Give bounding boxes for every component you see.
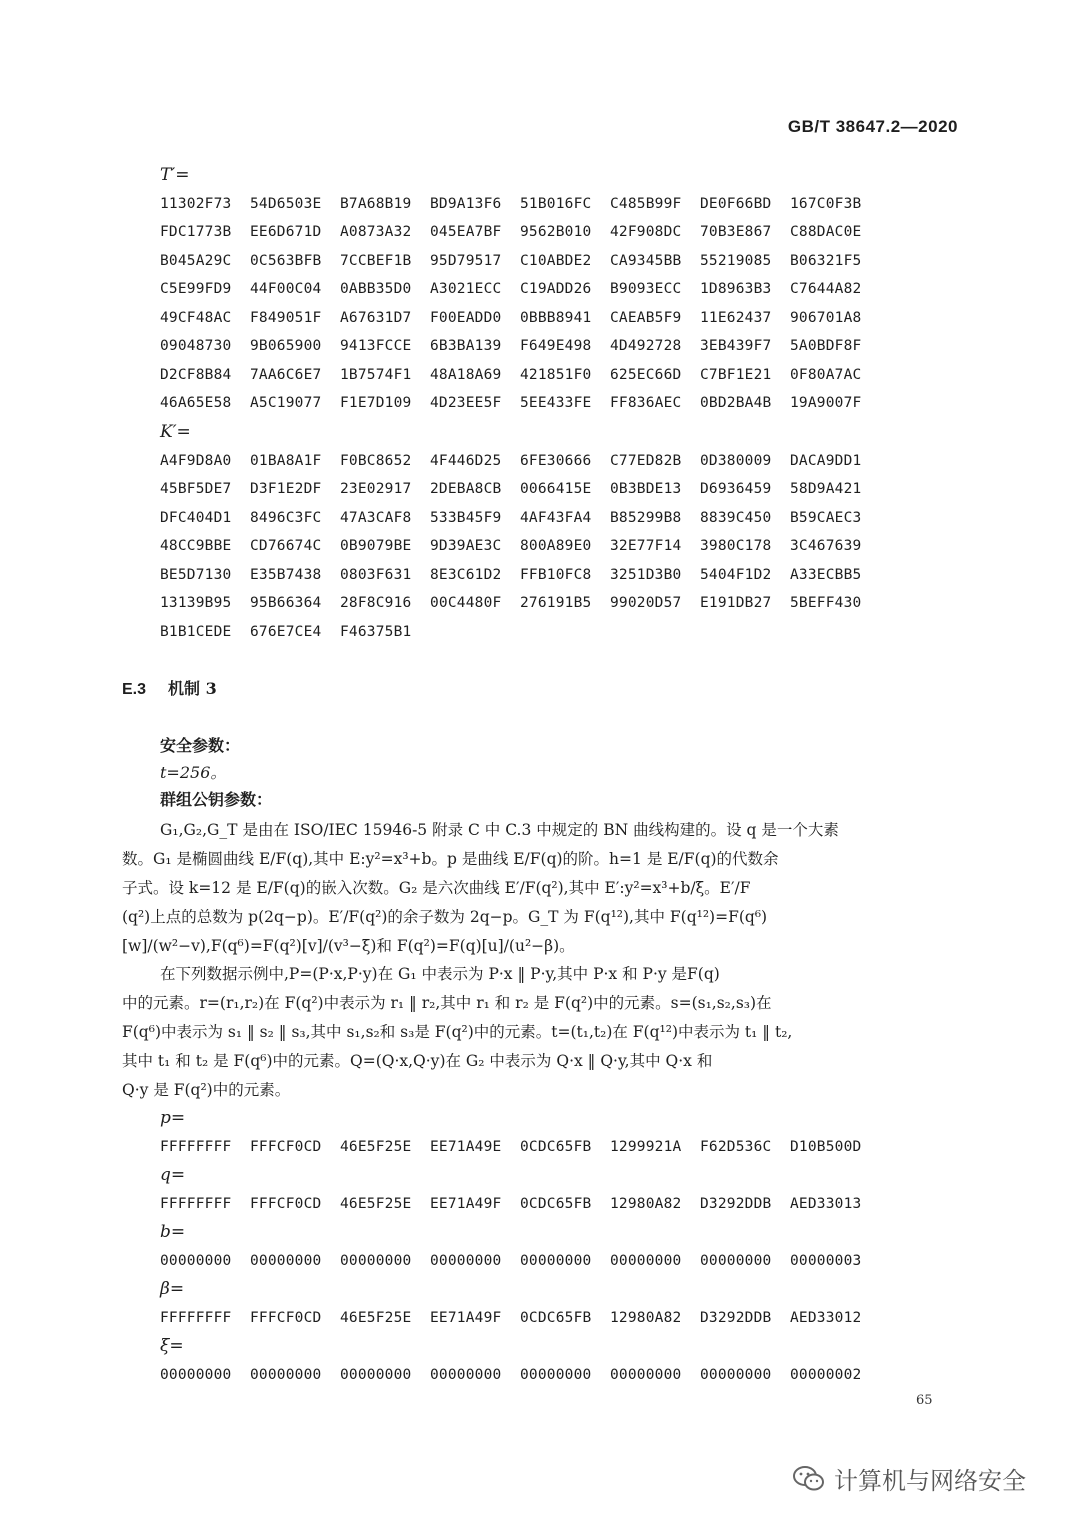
hex-value: C7644A82 [790,281,862,297]
hex-value: 00000000 [430,1252,502,1269]
hex-value: CA9345BB [610,252,682,269]
page-number: 65 [916,1393,933,1408]
hex-value: 00000000 [160,1366,232,1383]
hex-value: 11E62437 [700,309,772,326]
paragraph-curve-definition [122,816,960,961]
hex-value: FFFCF0CD [250,1195,322,1212]
hex-value: FFB10FC8 [520,566,592,583]
hex-value: AED33012 [790,1309,862,1326]
hex-value: A67631D7 [340,309,412,326]
param-label: β= [160,1279,185,1299]
hex-row [160,475,880,504]
hex-value: 28F8C916 [340,595,412,611]
hex-value: 00000000 [340,1252,412,1269]
hex-value: FFFCF0CD [250,1309,322,1326]
hex-value: 4F446D25 [430,452,502,469]
hex-value: B85299B8 [610,509,682,526]
hex-value: A5C19077 [250,395,322,411]
param-label: p= [160,1108,186,1128]
hex-row [160,561,880,590]
hex-value: FDC1773B [160,224,232,240]
hex-value: BE5D7130 [160,566,232,583]
hex-value: 09048730 [160,338,232,354]
hex-value: 8496C3FC [250,509,322,526]
hex-value: F849051F [250,309,322,326]
hex-value: D2CF8B84 [160,366,232,383]
hex-value: F0BC8652 [340,452,412,469]
hex-value: 95D79517 [430,252,502,269]
hex-value: 0B3BDE13 [610,481,682,497]
hex-row [160,589,880,618]
hex-value: C5E99FD9 [160,281,232,297]
hex-value: 49CF48AC [160,309,232,326]
hex-value: 54D6503E [250,195,322,212]
hex-value: F1E7D109 [340,395,412,411]
paragraph-line: Q·y 是 F(q²)中的元素。 [122,1081,291,1099]
hex-value: 4D492728 [610,338,682,354]
hex-value: CAEAB5F9 [610,309,682,326]
hex-value: 421851F0 [520,366,592,383]
hex-value: 0CDC65FB [520,1138,592,1155]
hex-value: 01BA8A1F [250,452,322,469]
hex-value: 625EC66D [610,366,682,383]
hex-value: 00000000 [430,1366,502,1383]
hex-value: C77ED82B [610,452,682,469]
hex-value: 55219085 [700,252,772,269]
hex-value: C19ADD26 [520,281,592,297]
hex-value: 5404F1D2 [700,566,772,583]
hex-value: 00000000 [610,1252,682,1269]
hex-row [160,532,880,561]
t-prime-block [160,161,880,418]
hex-value: 167C0F3B [790,195,862,212]
param-label: b= [160,1222,186,1242]
paragraph-line: F(q⁶)中表示为 s₁ ‖ s₂ ‖ s₃,其中 s₁,s₂和 s₃是 F(q²)中的元素。t=(t₁,t₂)在 F(q¹²)中表示为 t₁ ‖ t₂, [122,1023,793,1041]
hex-value: 00000000 [700,1366,772,1383]
hex-row [160,389,880,418]
hex-value: 70B3E867 [700,224,772,240]
hex-value: 00C4480F [430,595,502,611]
hex-value: F46375B1 [340,623,412,640]
param-label: q= [160,1165,186,1185]
section-body [160,732,960,813]
hex-value: 00000000 [700,1252,772,1269]
hex-value: 00000000 [520,1366,592,1383]
hex-value: 46E5F25E [340,1309,412,1326]
hex-value: 99020D57 [610,595,682,611]
paragraph-representation [122,960,960,1105]
hex-row [160,361,880,390]
hex-value: 3EB439F7 [700,338,772,354]
hex-value: 5A0BDF8F [790,338,862,354]
hex-value: 0C563BFB [250,252,322,269]
hex-value: 00000000 [250,1252,322,1269]
param-values [160,1133,880,1162]
hex-value [430,618,520,647]
t-prime-label: T′= [160,165,190,185]
hex-value: FFFFFFFF [160,1195,232,1212]
hex-value: 0D380009 [700,452,772,469]
hex-value: B9093ECC [610,281,682,297]
k-prime-block [160,418,880,646]
hex-value: 0803F631 [340,566,412,583]
hex-value: 0F80A7AC [790,366,862,383]
paragraph-line: G₁,G₂,G_T 是由在 ISO/IEC 15946-5 附录 C 中 C.3 中规定的 BN 曲线构建的。设 q 是一个大素 [160,821,839,839]
hex-value: 12980A82 [610,1195,682,1212]
hex-value: C88DAC0E [790,224,862,240]
hex-value: 47A3CAF8 [340,509,412,526]
hex-value: 46E5F25E [340,1138,412,1155]
hex-value [520,618,610,647]
hex-value: 00000000 [610,1366,682,1383]
hex-value: 800A89E0 [520,538,592,554]
hex-value: 12980A82 [610,1309,682,1326]
hex-value: D6936459 [700,481,772,497]
curve-parameters [160,1104,880,1389]
hex-value: 00000000 [160,1252,232,1269]
hex-value: DE0F66BD [700,195,772,212]
hex-value: A0873A32 [340,224,412,240]
hex-value: 3C467639 [790,538,862,554]
hex-row [160,504,880,533]
hex-value: D3292DDB [700,1309,772,1326]
hex-value: 4D23EE5F [430,395,502,411]
hex-value: B7A68B19 [340,195,412,212]
hex-value: DFC404D1 [160,509,232,526]
hex-value: E191DB27 [700,595,772,611]
hex-value: CD76674C [250,538,322,554]
hex-value: 19A9007F [790,395,862,411]
hex-value: 8839C450 [700,509,772,526]
paragraph-line: (q²)上点的总数为 p(2q−p)。E′/F(q²)的余子数为 2q−p。G_T 为 F(q¹²),其中 F(q¹²)=F(q⁶) [122,908,768,926]
hex-value [610,618,700,647]
param-values [160,1247,880,1276]
hex-value: 13139B95 [160,595,232,611]
hex-value: 0CDC65FB [520,1309,592,1326]
hex-value: 4AF43FA4 [520,509,592,526]
hex-row [160,304,880,333]
watermark [792,1461,1026,1496]
hex-value: B06321F5 [790,252,862,269]
hex-value: FFFFFFFF [160,1138,232,1155]
hex-value: C485B99F [610,195,682,212]
hex-value: 46A65E58 [160,395,232,411]
hex-value: 0BD2BA4B [700,395,772,411]
hex-value: 045EA7BF [430,224,502,240]
hex-value: 3980C178 [700,538,772,554]
hex-value: DACA9DD1 [790,452,862,469]
hex-value: 1B7574F1 [340,366,412,383]
hex-value: 11302F73 [160,195,232,212]
hex-value: 51B016FC [520,195,592,212]
hex-value: 533B45F9 [430,509,502,526]
hex-value: 44F00C04 [250,281,322,297]
hex-value: FFFCF0CD [250,1138,322,1155]
hex-value: 1D8963B3 [700,281,772,297]
param-values [160,1190,880,1219]
wechat-icon [792,1464,826,1494]
hex-value: 9B065900 [250,338,322,354]
hex-value: B59CAEC3 [790,509,862,526]
hex-value: 48CC9BBE [160,538,232,554]
hex-value: 00000003 [790,1252,862,1269]
hex-value: 00000002 [790,1366,862,1383]
hex-value: 6FE30666 [520,452,592,469]
hex-value: BD9A13F6 [430,195,502,212]
hex-value: 9562B010 [520,224,592,240]
hex-value: EE71A49F [430,1195,502,1212]
hex-row [160,275,880,304]
hex-row [160,447,880,476]
hex-value: A3021ECC [430,281,502,297]
hex-value: 7AA6C6E7 [250,366,322,383]
hex-value: B045A29C [160,252,232,269]
hex-row [160,332,880,361]
hex-value: EE71A49F [430,1309,502,1326]
hex-value: 6B3BA139 [430,338,502,354]
security-params-label: 安全参数： [160,736,241,755]
hex-value: 9413FCCE [340,338,412,354]
hex-value: 00000000 [250,1366,322,1383]
hex-value: 58D9A421 [790,481,862,497]
hex-value: 1299921A [610,1138,682,1155]
hex-row [160,247,880,276]
k-prime-label: K′= [160,422,191,442]
hex-value: A4F9D8A0 [160,452,232,469]
hex-value: 2DEBA8CB [430,481,502,497]
paragraph-line: 数。G₁ 是椭圆曲线 E/F(q),其中 E:y²=x³+b。p 是曲线 E/F(q)的阶。h=1 是 E/F(q)的代数余 [122,850,779,868]
t-value: t=256。 [160,763,227,782]
hex-value: EE71A49E [430,1138,502,1155]
param-values [160,1304,880,1333]
hex-value: 0CDC65FB [520,1195,592,1212]
hex-value: 5EE433FE [520,395,592,411]
hex-value: 48A18A69 [430,366,502,383]
hex-value: D10B500D [790,1138,862,1155]
hex-value: 45BF5DE7 [160,481,232,497]
hex-value: FFFFFFFF [160,1309,232,1326]
hex-value: 46E5F25E [340,1195,412,1212]
paragraph-line: [w]/(w²−v),F(q⁶)=F(q²)[v]/(v³−ξ)和 F(q²)=F(q)[u]/(u²−β)。 [122,937,575,955]
paragraph-line: 其中 t₁ 和 t₂ 是 F(q⁶)中的元素。Q=(Q·x,Q·y)在 G₂ 中表示为 Q·x ‖ Q·y,其中 Q·x 和 [122,1052,713,1070]
standard-number: GB/T 38647.2—2020 [787,117,958,136]
hex-value: 23E02917 [340,481,412,497]
hex-value: 7CCBEF1B [340,252,412,269]
watermark-text: 计算机与网络安全 [834,1467,1026,1495]
group-key-label: 群组公钥参数： [160,790,273,809]
hex-value: D3292DDB [700,1195,772,1212]
paragraph-line: 子式。设 k=12 是 E/F(q)的嵌入次数。G₂ 是六次曲线 E′/F(q²),其中 E′:y²=x³+b/ξ。E′/F [122,879,751,897]
hex-value: F00EADD0 [430,309,502,326]
hex-value: F62D536C [700,1138,772,1155]
paragraph-line: 中的元素。r=(r₁,r₂)在 F(q²)中表示为 r₁ ‖ r₂,其中 r₁ 和 r₂ 是 F(q²)中的元素。s=(s₁,s₂,s₃)在 [122,994,772,1012]
param-values [160,1361,880,1390]
hex-value: 8E3C61D2 [430,566,502,583]
section-heading [122,676,217,699]
hex-row [160,190,880,219]
hex-value: 42F908DC [610,224,682,240]
hex-row [160,218,880,247]
hex-value: AED33013 [790,1195,862,1212]
hex-value: EE6D671D [250,224,322,240]
hex-value: 95B66364 [250,595,322,611]
hex-value: D3F1E2DF [250,481,322,497]
hex-row [160,618,880,647]
hex-value [790,618,880,647]
hex-value: 00000000 [520,1252,592,1269]
hex-value: 676E7CE4 [250,623,322,640]
hex-value: 0BBB8941 [520,309,592,326]
hex-value: 32E77F14 [610,538,682,554]
hex-value: 906701A8 [790,309,862,326]
hex-value [700,618,790,647]
section-title: 机制 3 [168,679,217,698]
paragraph-line: 在下列数据示例中,P=(P·x,P·y)在 G₁ 中表示为 P·x ‖ P·y,其中 P·x 和 P·y 是F(q) [160,965,720,983]
hex-value: 3251D3B0 [610,566,682,583]
hex-value: 9D39AE3C [430,538,502,554]
hex-value: C7BF1E21 [700,366,772,383]
hex-value: A33ECBB5 [790,566,862,583]
hex-value: 0066415E [520,481,592,497]
param-label: ξ= [160,1336,184,1356]
section-number: E.3 [122,681,147,698]
hex-value: 276191B5 [520,595,592,611]
hex-value: B1B1CEDE [160,623,232,640]
hex-value: 0B9079BE [340,538,412,554]
hex-value: C10ABDE2 [520,252,592,269]
hex-value: 00000000 [340,1366,412,1383]
hex-value: 5BEFF430 [790,595,862,611]
hex-value: E35B7438 [250,566,322,583]
hex-value: FF836AEC [610,395,682,411]
hex-value: 0ABB35D0 [340,281,412,297]
hex-value: F649E498 [520,338,592,354]
